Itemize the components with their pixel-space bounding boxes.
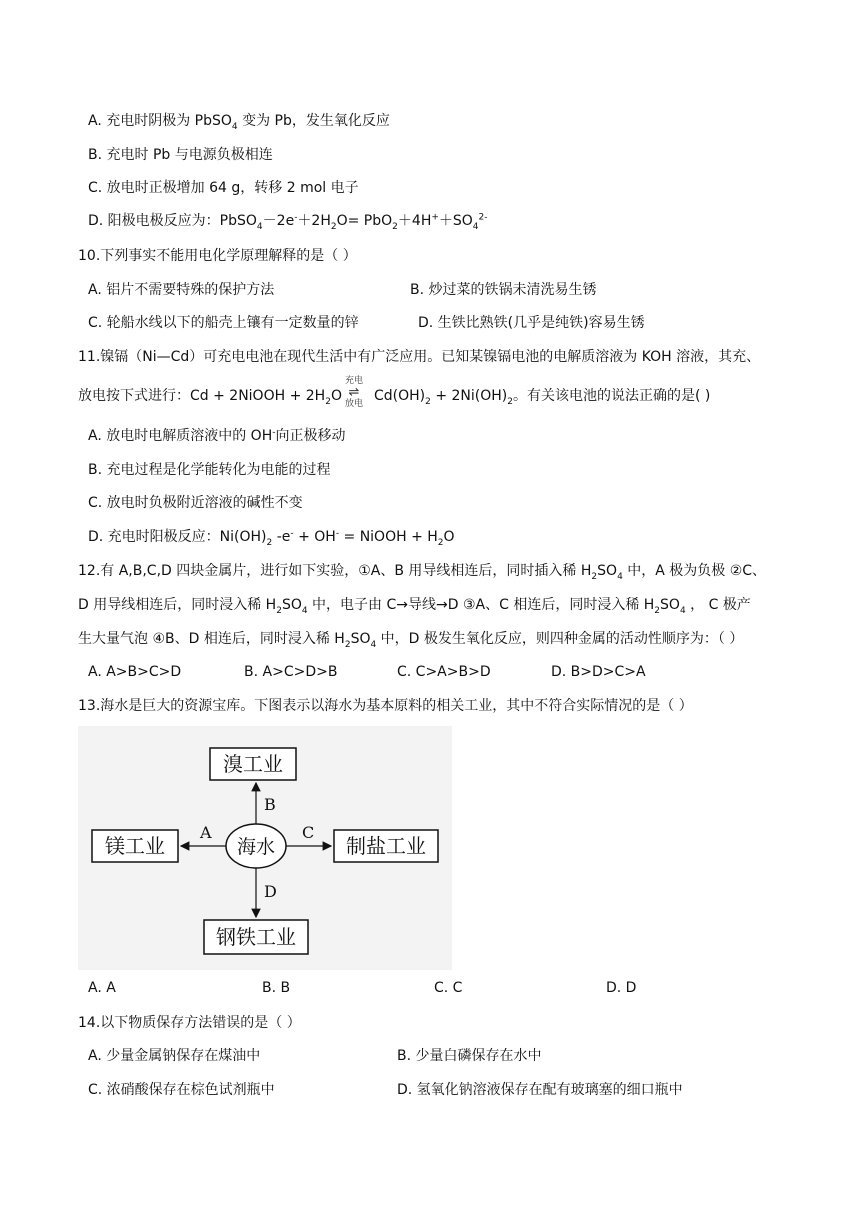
salt-label: 制盐工业 [346,834,426,858]
q10-option-c: C. 轮船水线以下的船壳上镶有一定数量的锌 [88,315,359,331]
seawater-label: 海水 [236,836,276,858]
q13-option-d: D. D [606,980,637,996]
q13-stem: 13.海水是巨大的资源宝库。下图表示以海水为基本原料的相关工业，其中不符合实际情况的是（ ） [78,698,693,714]
q11-option-d: D. 充电时阳极反应：$Ni(OH)_2$ -e- + OH- = NiOOH + $H_2O$ [88,528,455,548]
q12-option-d: D. B>D>C>A [551,664,646,680]
bromine-label: 溴工业 [223,752,283,776]
q14-stem: 14.以下物质保存方法错误的是（ ） [78,1015,301,1031]
q14-option-b: B. 少量白磷保存在水中 [397,1048,542,1064]
q14-option-a: A. 少量金属钠保存在煤油中 [88,1048,261,1064]
arrow-label-a: A [200,823,212,842]
q12-stem-line3: 生大量气泡 ④B、D 相连后，同时浸入稀 $H_2SO_4$ 中，D 极发生氧化反应，则四种金属的活动性顺序为：（ ） [78,631,744,650]
q13-option-a: A. A [88,980,116,996]
q10-option-a: A. 铝片不需要特殊的保护方法 [88,282,275,298]
q11-stem-line2-left: 放电按下式进行：Cd + 2NiOOH + $2H_2O$ [78,388,342,407]
reaction-arrows: 充电 ⇌ 放电 [344,376,363,409]
seawater-industry-diagram [78,726,452,970]
arrow-label-c: C [302,823,315,842]
q13-option-c: C. C [434,980,463,996]
q11-option-b: B. 充电过程是化学能转化为电能的过程 [88,462,331,478]
q12-stem-line1: 12.有 A,B,C,D 四块金属片，进行如下实验，①A、B 用导线相连后，同时插入稀 $H_2SO_4$ 中，A 极为负极 ②C、 [78,563,767,582]
q11-stem-line2-right: $Cd(OH)_2 + 2Ni(OH)_2$。有关该电池的说法正确的是( ) [374,388,711,407]
q9-option-b: B. 充电时 Pb 与电源负极相连 [88,147,273,163]
arrow-label-d: D [264,882,277,901]
q11-option-c: C. 放电时负极附近溶液的碱性不变 [88,495,303,511]
q12-option-a: A. A>B>C>D [88,664,182,680]
q14-option-d: D. 氢氧化钠溶液保存在配有玻璃塞的细口瓶中 [397,1082,683,1098]
q10-option-d: D. 生铁比熟铁(几乎是纯铁)容易生锈 [418,315,645,331]
arrow-label-b: B [264,795,276,814]
q14-option-c: C. 浓硝酸保存在棕色试剂瓶中 [88,1082,275,1098]
q12-stem-line2: D 用导线相连后，同时浸入稀 $H_2SO_4$ 中，电子由 C→导线→D ③A、C 相连后，同时浸入稀 $H_2SO_4$ ， C 极产 [78,597,751,616]
q9-option-a: A. 充电时阴极为 PbSO$_4$ 变为 Pb，发生氧化反应 [88,113,390,132]
q9-option-c: C. 放电时正极增加 64 g，转移 2 mol 电子 [88,180,359,196]
q10-option-b: B. 炒过菜的铁锅未清洗易生锈 [410,282,597,298]
q11-stem-line1: 11.镍镉（Ni—Cd）可充电电池在现代生活中有广泛应用。已知某镍镉电池的电解质溶液为 KOH 溶液，其充、 [78,349,761,365]
q13-option-b: B. B [262,980,291,996]
steel-label: 钢铁工业 [216,925,296,949]
q11-option-a: A. 放电时电解质溶液中的 OH-向正极移动 [88,427,346,444]
q9-option-d: D. 阳极电极反应为：$PbSO_4-2e^-+2H_2O= PbO_2+4H^++SO_4^{2-}$ [88,212,488,232]
q10-stem: 10.下列事实不能用电化学原理解释的是（ ） [78,248,357,264]
q12-option-c: C. C>A>B>D [397,664,491,680]
magnesium-label: 镁工业 [105,834,165,858]
q12-option-b: B. A>C>D>B [244,664,338,680]
